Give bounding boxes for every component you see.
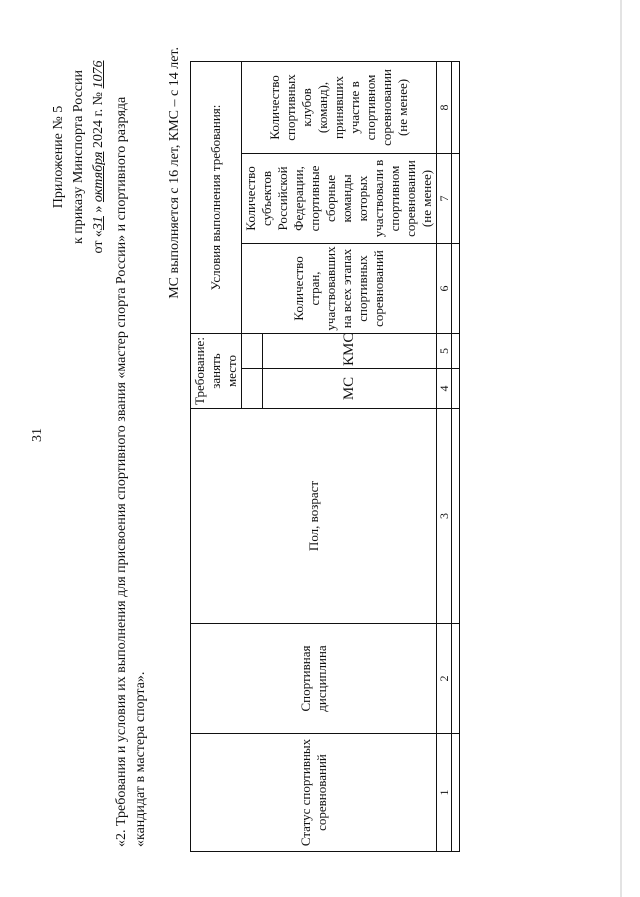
table-header-row-1 — [191, 61, 242, 851]
header-clubs: Количество спортивных клубов (команд), принявших участие в спортивном соревновании (не менее) — [242, 61, 437, 153]
age-note: МС выполняется с 16 лет, КМС – с 14 лет. — [167, 47, 182, 299]
empty-cell — [242, 369, 263, 409]
header-kms: КМС — [262, 333, 436, 368]
date-day: 31 — [91, 216, 106, 231]
column-number: 1 — [437, 734, 452, 852]
header-discipline: Спортивная дисциплина — [191, 624, 437, 734]
date-mid: » — [91, 205, 106, 213]
header-gender-age: Пол, возраст — [191, 409, 437, 624]
order-number: 1076 — [91, 60, 106, 89]
header-conditions: Условия выполнения требования: — [191, 61, 242, 333]
date-prefix: от « — [91, 230, 106, 254]
table-empty-row — [452, 61, 460, 851]
column-number: 6 — [437, 243, 452, 333]
column-number-row — [437, 61, 452, 851]
header-subjects: Количество субъектов Российской Федерации, спортивные сборные команды которых участвовали в спортивном соревновании (не менее) — [242, 153, 437, 243]
column-number: 7 — [437, 153, 452, 243]
column-number: 3 — [437, 409, 452, 624]
empty-cell — [242, 333, 263, 368]
appendix-title: Приложение № 5 — [51, 105, 66, 209]
date-month: октября — [91, 151, 106, 203]
section-heading-paragraph: «2. Требования и условия их выполнения для присвоения спортивного звания «мастер спорта России» и спортивного разряда «кандидат в мастера спорта». — [114, 96, 148, 847]
date-year: 2024 г. № — [91, 92, 106, 149]
column-number: 4 — [437, 369, 452, 409]
requirements-table — [190, 61, 460, 852]
column-number: 8 — [437, 61, 452, 153]
column-number: 5 — [437, 333, 452, 368]
appendix-date-line — [88, 17, 109, 297]
page-number: 31 — [30, 428, 45, 442]
header-place-requirement: Требование: занять место — [191, 333, 242, 408]
header-status: Статус спортивных соревнований — [191, 734, 437, 852]
appendix-order: к приказу Минспорта России — [71, 70, 86, 244]
scan-edge-line — [620, 0, 622, 897]
header-ms: МС — [262, 369, 436, 409]
header-countries: Количество стран, участвовавших на всех этапах спортивных соревнований — [242, 243, 437, 333]
column-number: 2 — [437, 624, 452, 734]
